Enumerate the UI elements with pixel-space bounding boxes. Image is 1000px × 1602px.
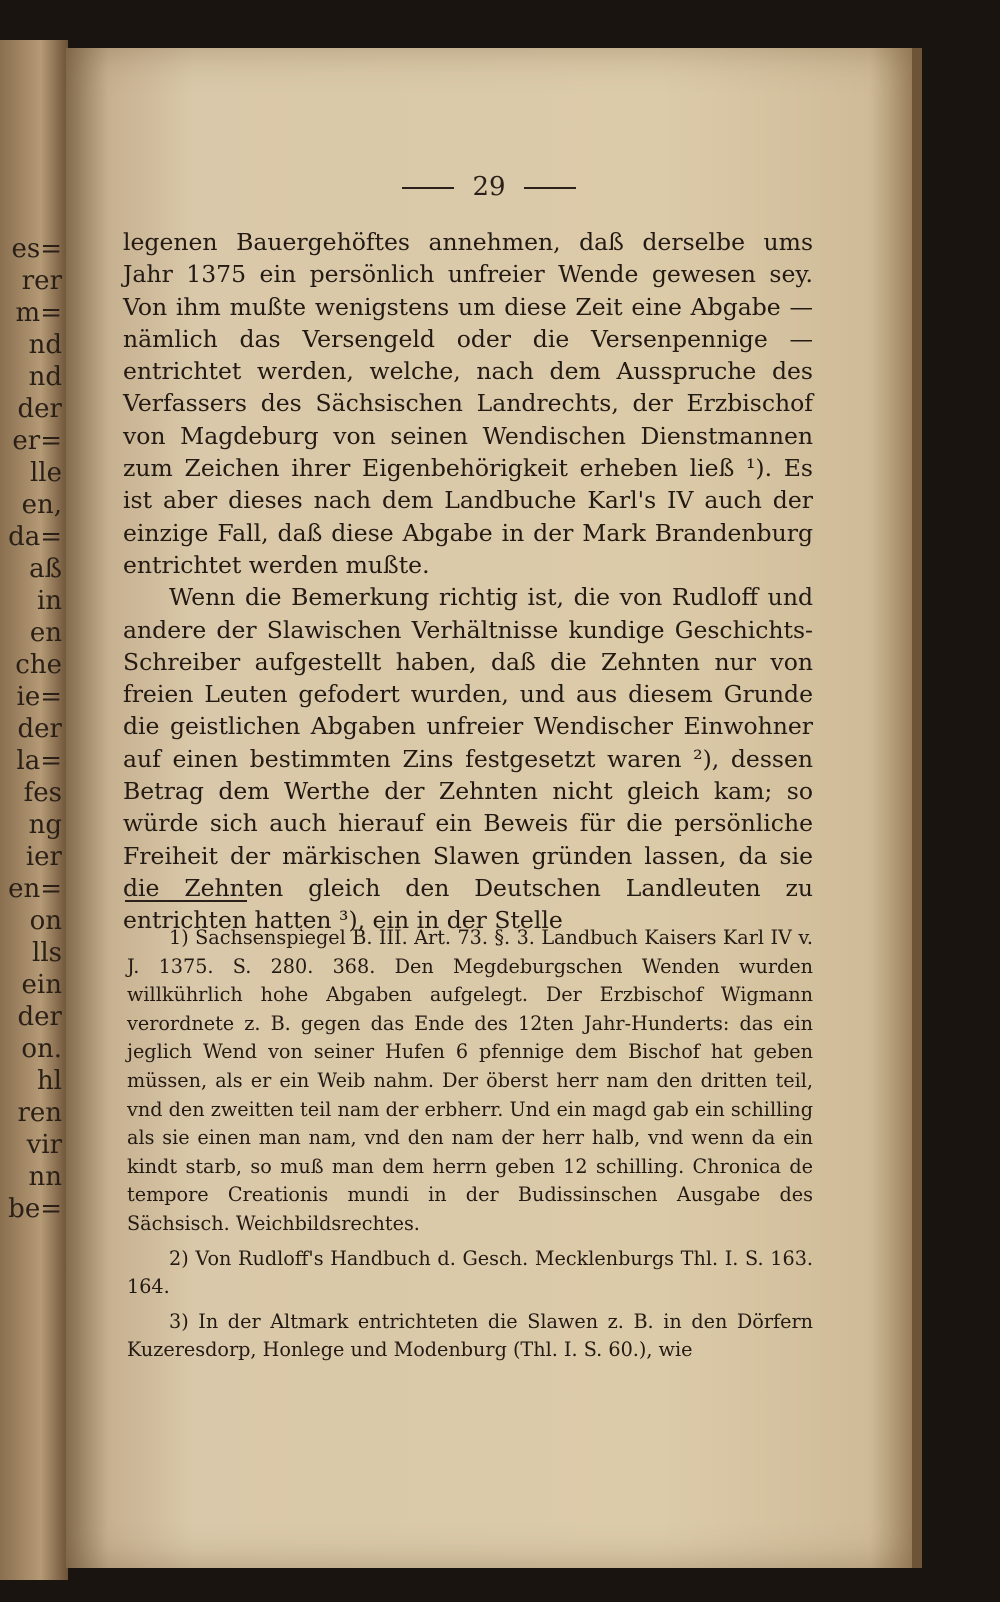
paragraph-1: legenen Bauergehöftes annehmen, daß derselbe ums Jahr 1375 ein persönlich unfreier Wende gewesen sey. Von ihm mußte wenigstens um diese Zeit eine Abgabe — nämlich das Versengeld oder die Versenpennige — entrichtet werden, welche, nach dem Ausspruche des Verfassers des Sächsischen Landrechts, der Erzbischof von Magdeburg von seinen Wendischen Dienstmannen zum Zeichen ihrer Eigenbehörigkeit erheben ließ ¹). Es ist aber dieses nach dem Landbuche Karl's IV auch der einzige Fall, daß diese Abgabe in der Mark Brandenburg entrichtet werden mußte. (123, 228, 813, 579)
facing-page-fragment: vir (26, 1130, 62, 1160)
facing-page-fragment: ng (28, 810, 62, 840)
facing-page-fragment: der (17, 1002, 62, 1032)
facing-page-fragment: che (15, 650, 62, 680)
header-rule-right (524, 187, 576, 189)
book-page (66, 48, 922, 1568)
facing-page-fragment: in (36, 586, 62, 616)
facing-page-fragment: en (29, 618, 62, 648)
facing-page-fragment: nn (28, 1162, 62, 1192)
facing-page-fragment: aß (29, 554, 62, 584)
facing-page-fragment: da= (8, 522, 62, 552)
body-text (123, 226, 813, 937)
facing-page-fragment: on. (21, 1034, 62, 1064)
header-rule-left (402, 187, 454, 189)
facing-page-fragment: der (17, 714, 62, 744)
facing-page-fragment: hl (36, 1066, 62, 1096)
page-header (66, 172, 912, 202)
facing-page-fragment: ie= (16, 682, 62, 712)
facing-page-fragment: be= (8, 1194, 62, 1224)
facing-page-fragment: ren (17, 1098, 62, 1128)
facing-page-fragment: lle (29, 458, 62, 488)
facing-page-fragment: der (17, 394, 62, 424)
facing-page-fragment: on (29, 906, 62, 936)
facing-page-fragment: la= (16, 746, 62, 776)
facing-page-fragment: nd (28, 362, 62, 392)
page-number: 29 (472, 172, 506, 202)
facing-page-edge (0, 40, 68, 1580)
facing-page-fragment: es= (11, 234, 62, 264)
facing-page-fragment: rer (21, 266, 62, 296)
facing-page-fragment: lls (32, 938, 62, 968)
facing-page-fragment: ein (21, 970, 62, 1000)
facing-page-fragment: ier (25, 842, 62, 872)
footnote-3: 3) In der Altmark entrichteten die Slawen z. B. in den Dörfern Kuzeresdorp, Honlege und Modenburg (Thl. I. S. 60.), wie (127, 1309, 813, 1362)
paragraph-2: Wenn die Bemerkung richtig ist, die von Rudloff und andere der Slawischen Verhältnisse kundige Geschichts-Schreiber aufgestellt haben, daß die Zehnten nur von freien Leuten gefodert wurden, und aus diesem Grunde die geistlichen Abgaben unfreier Wendischer Einwohner auf einen bestimmten Zins festgesetzt waren ²), dessen Betrag dem Werthe der Zehnten nicht gleich kam; so würde sich auch hierauf ein Beweis für die persönliche Freiheit der märkischen Slawen gründen lassen, da sie die Zehnten gleich den Deutschen Landleuten zu entrichten hatten ³), ein in der Stelle (123, 583, 813, 935)
footnote-1: 1) Sachsenspiegel B. III. Art. 73. §. 3. Landbuch Kaisers Karl IV v. J. 1375. S. 280. 368. Den Megdeburgschen Wenden wurden willkührlich hohe Abgaben aufgelegt. Der Erzbischof Wigmann verordnete z. B. gegen das Ende des 12ten Jahr-Hunderts: das ein jeglich Wend von seiner Hufen 6 pfennige dem Bischof hat geben müssen, als er ein Weib nahm. Der öberst herr nam den dritten teil, vnd den zweitten teil nam der erbherr. Und ein magd gab ein schilling als sie einen man nam, vnd den nam der herr halb, vnd wenn da ein kindt starb, so muß man dem herrn geben 12 schilling. Chronica de tempore Creationis mundi in der Budissinschen Ausgabe des Sächsisch. Weichbildsrechtes. (127, 926, 813, 1235)
footnote-2: 2) Von Rudloff's Handbuch d. Gesch. Mecklenburgs Thl. I. S. 163. 164. (127, 1246, 813, 1299)
footnotes (127, 924, 813, 1371)
facing-page-fragment: en, (21, 490, 62, 520)
facing-page-fragment: m= (15, 298, 62, 328)
facing-page-fragment: en= (8, 874, 62, 904)
facing-page-fragment: er= (12, 426, 62, 456)
facing-page-fragment: fes (23, 778, 62, 808)
facing-page-fragment: nd (28, 330, 62, 360)
footnote-separator (125, 900, 247, 902)
